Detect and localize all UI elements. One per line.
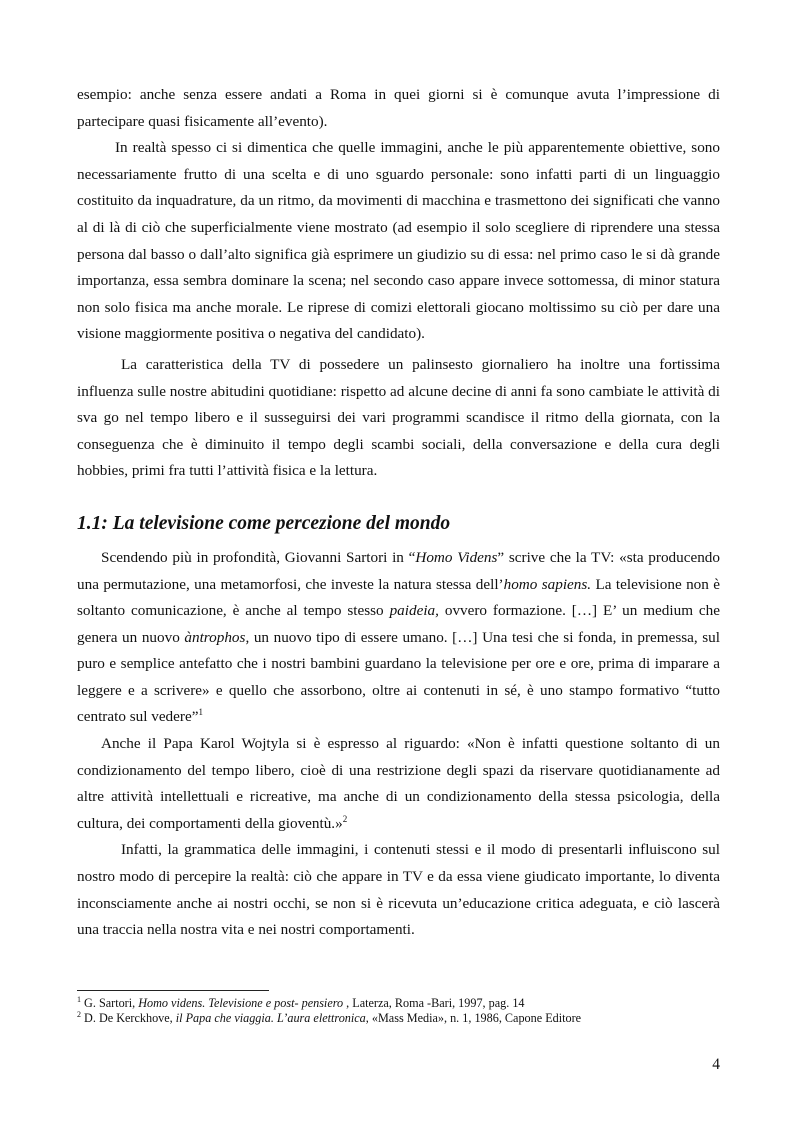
page-number: 4 bbox=[712, 1056, 720, 1073]
footnote-divider bbox=[77, 990, 269, 991]
p4-text: La televisione non è soltanto comunicazione, è anche al tempo stesso bbox=[77, 575, 720, 620]
footnote-1 bbox=[77, 996, 720, 1011]
section-heading: 1.1: La televisione come percezione del mondo bbox=[77, 512, 451, 534]
footnote-number: 1 bbox=[77, 995, 81, 1004]
footnote-2 bbox=[77, 1011, 720, 1026]
footnotes bbox=[77, 996, 720, 1026]
footnote-text: G. Sartori, bbox=[81, 996, 139, 1010]
footnote-number: 2 bbox=[77, 1010, 81, 1019]
footnote-ref-2[interactable]: 2 bbox=[342, 813, 348, 824]
p4-text: ovvero formazione. […] E’ un medium che genera un nuovo bbox=[77, 602, 720, 646]
p4-text: ” scrive che la TV: «sta producendo una permutazione, una metamorfosi, che investe la natura stessa dell’ bbox=[77, 548, 720, 593]
paragraph-2: In realtà spesso ci si dimentica che quelle immagini, anche le più apparentemente obiettive, sono necessariamente frutto di una scelta e di uno sguardo personale: sono infatti parti di un linguaggio costituito da inquadrature, da un ritmo, da movimenti di macchina e trasmettono dei significati che vanno al di là di ciò che superficialmente viene mostrato (ad esempio il solo scegliere di riprendere una stessa persona dal basso o dall’alto significa già esprimere un giudizio su di essa: nel primo caso le si dà grande importanza, essa sembra dominare la scena; nel secondo caso appare invece sottomessa, di minor statura non solo fisica ma anche morale. Le riprese di comizi elettorali giocano moltissimo su ciò per dare una visione maggiormente positiva o negativa del candidato). bbox=[77, 139, 720, 343]
footnote-title: Homo videns. Televisione e post- pensiero bbox=[138, 996, 344, 1010]
footnote-text: , «Mass Media», n. 1, 1986, Capone Editore bbox=[365, 1011, 582, 1025]
p4-italic-term: homo sapiens. bbox=[503, 575, 592, 593]
p4-italic-term: àntrophos bbox=[184, 628, 246, 646]
footnote-text: D. De Kerckhove, bbox=[81, 1011, 176, 1025]
p4-italic-title: Homo Videns bbox=[415, 548, 498, 566]
paragraph-1: esempio: anche senza essere andati a Roma in quei giorni si è comunque avuta l’impressione di partecipare quasi fisicamente all’evento). bbox=[77, 86, 720, 130]
p4-italic-term: paideia, bbox=[389, 602, 439, 620]
paragraph-6: Infatti, la grammatica delle immagini, i contenuti stessi e il modo di presentarli influiscono sul nostro modo di percepire la realtà: ciò che appare in TV e da essa viene giudicato importante, lo diventa inconsciamente anche ai nostri occhi, se non si è ricevuta un’educazione critica adeguata, e ciò lascerà una traccia nella nostra vita e nei nostri comportamenti. bbox=[77, 841, 720, 939]
footnote-ref-1[interactable]: 1 bbox=[198, 707, 203, 718]
paragraph-3: La caratteristica della TV di possedere un palinsesto giornaliero ha inoltre una fortissima influenza sulle nostre abitudini quotidiane: rispetto ad alcune decine di anni fa sono cambiate le attività di sva go nel tempo libero e il susseguirsi dei vari programmi scandisce il ritmo della giornata, con la conseguenza che è diminuito il tempo degli scambi sociali, della conversazione e della cura degli hobbies, primi fra tutti l’attività fisica e la lettura. bbox=[77, 355, 720, 480]
p4-text: , un nuovo tipo di essere umano. […] Una tesi che si fonda, in premessa, sul puro e semplice antefatto che i nostri bambini guardano la televisione per ore e ore, prima di imparare a leggere e a scrivere» e quello che assorbono, oltre ai contenuti in sé, è uno stampo formativo “tutto centrato sul vedere” bbox=[77, 628, 720, 726]
footnote-text: , Laterza, Roma -Bari, 1997, pag. 14 bbox=[343, 996, 525, 1010]
paragraph-4 bbox=[77, 545, 720, 731]
footnote-title: il Papa che viaggia. L’aura elettronica bbox=[175, 1011, 366, 1025]
body-text bbox=[77, 82, 720, 944]
p5-text: Anche il Papa Karol Wojtyla si è espresso al riguardo: «Non è infatti questione soltanto di un condizionamento del tempo libero, cioè di una restrizione degli spazi da riservare quotidianamente ad altre attività intellettuali e ricreative, ma anche di un condizionamento della stessa psicologia, della cultura, dei comportamenti della gioventù.» bbox=[77, 735, 720, 832]
p4-text: Scendendo più in profondità, Giovanni Sartori in “ bbox=[101, 548, 416, 566]
paragraph-5 bbox=[77, 731, 720, 837]
